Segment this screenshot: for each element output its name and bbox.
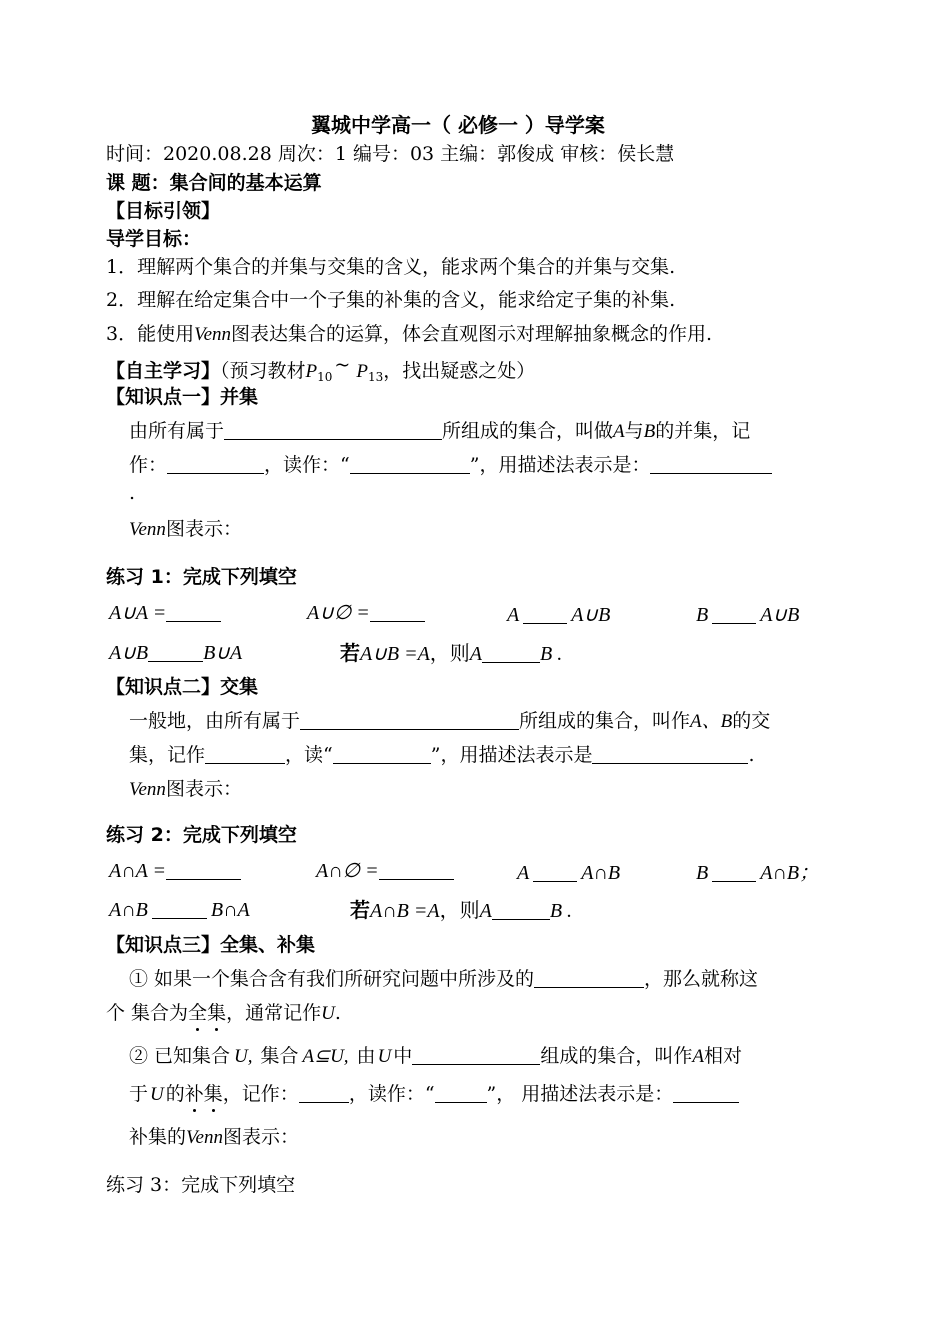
page-ref-tilde: ~ — [334, 354, 351, 376]
kp2-line-2 — [129, 742, 755, 768]
ex2-expression: A — [479, 900, 492, 922]
kp2-venn-text: 图表示： — [165, 778, 242, 800]
kp1-line-1 — [129, 418, 750, 445]
kp3-text: 组成的集合，叫作 — [540, 1045, 693, 1067]
kp3-line-4 — [129, 1081, 739, 1108]
kp3-text: ，通常记作 — [226, 1002, 322, 1024]
kp3-text: ”， 用描述法表示是： — [486, 1083, 674, 1105]
ex2-expression: A∩∅ = — [316, 860, 379, 882]
set-ab: A、B — [690, 711, 733, 732]
blank[interactable] — [492, 901, 550, 920]
kp3-text: 由 — [356, 1045, 376, 1067]
ex1-item-2 — [307, 600, 425, 626]
ex2-item-3 — [517, 860, 620, 886]
ex2-item-4 — [696, 860, 819, 886]
set-u: U — [377, 1046, 392, 1067]
topic-value: 集合间的基本运算 — [169, 172, 322, 194]
venn-term: Venn — [129, 519, 166, 540]
goal-item-3-prefix: 3．能使用 — [106, 323, 195, 345]
ex1-expression: B∪A — [203, 642, 243, 664]
set-u: U, — [234, 1046, 253, 1067]
blank[interactable] — [412, 1046, 540, 1065]
ex2-expression: B∩A — [210, 899, 250, 921]
kp3-text: 的 — [165, 1083, 185, 1105]
topic-line — [106, 170, 322, 196]
ex1-expression: A — [507, 604, 520, 626]
kp1-venn-text: 图表示： — [165, 518, 242, 540]
ex1-item-5 — [109, 640, 242, 666]
meta-line: 时间：2020.08.28 周次：1 编号：03 主编：郭俊成 审核：侯长慧 — [106, 143, 675, 165]
emphasis-char: 全 — [188, 1002, 208, 1024]
kp1-venn-line — [129, 516, 242, 543]
page-title: 翼城中学高一（ 必修一 ）导学案 — [311, 113, 605, 137]
page-ref-end: P — [356, 361, 368, 382]
emphasis-char: 集 — [207, 1002, 227, 1024]
kp3-venn-line — [129, 1124, 299, 1151]
kp3-text: ，那么就称这 — [644, 968, 759, 990]
kp1-line-2 — [129, 452, 772, 478]
exercise-2-title: 练习 2：完成下列填空 — [106, 824, 297, 846]
kp2-venn-line — [129, 776, 242, 803]
venn-term: Venn — [129, 779, 166, 800]
kp3-text: . — [334, 1002, 341, 1024]
blank[interactable] — [650, 455, 772, 474]
kp3-line-3 — [129, 1043, 742, 1070]
kp1-text: 作： — [129, 454, 168, 476]
kp3-text: 相对 — [703, 1045, 742, 1067]
kp1-line-3: . — [129, 482, 136, 504]
goals-heading: 导学目标： — [106, 228, 202, 250]
kp3-line-1 — [129, 966, 758, 992]
subset-expression: A⊆U, — [302, 1046, 349, 1067]
goal-item-2: 2．理解在给定集合中一个子集的补集的含义，能求给定子集的补集. — [106, 289, 676, 311]
ex1-item-6 — [340, 640, 562, 667]
ex1-item-1 — [109, 600, 221, 626]
blank[interactable] — [166, 603, 221, 622]
blank[interactable] — [533, 863, 577, 882]
emphasis-char: 集 — [203, 1083, 223, 1105]
venn-term: Venn — [194, 324, 232, 345]
kp2-text: ，读“ — [285, 744, 333, 766]
kp3-text: ② 已知集合 — [129, 1045, 231, 1067]
venn-term: Venn — [186, 1127, 223, 1148]
page-ref-end-number: 13 — [367, 370, 384, 384]
ex2-expression: A — [517, 862, 530, 884]
kp1-text: 与 — [624, 420, 644, 442]
goal-item-3 — [106, 321, 712, 348]
kp2-text: . — [748, 744, 755, 766]
goal-item-3-suffix: 图表达集合的运算，体会直观图示对理解抽象概念的作用. — [231, 323, 713, 345]
kp1-text: ，读作：“ — [264, 454, 350, 476]
ex1-expression: A — [469, 643, 483, 665]
kp1-text: ”，用描述法表示是： — [469, 454, 651, 476]
ex1-expression: A∪B — [109, 642, 149, 664]
exercise-1-title: 练习 1：完成下列填空 — [106, 566, 297, 588]
kp2-title: 【知识点二】交集 — [106, 676, 259, 698]
ex2-expression: B — [696, 862, 709, 884]
ex1-expression: B . — [540, 643, 563, 665]
kp3-text: 个 集合为 — [106, 1002, 189, 1024]
blank[interactable] — [350, 455, 470, 474]
blank[interactable] — [379, 861, 454, 880]
blank[interactable] — [482, 644, 540, 663]
kp3-text: 集合 — [260, 1045, 299, 1067]
self-study-heading: 【自主学习】 — [106, 360, 221, 382]
kp3-text: 于 — [129, 1083, 149, 1105]
ex2-then: ，则 — [439, 900, 480, 922]
blank[interactable] — [592, 745, 748, 764]
ex1-expression: A∪A = — [109, 602, 167, 624]
ex2-expression: B . — [549, 900, 573, 922]
kp1-title: 【知识点一】并集 — [106, 386, 259, 408]
kp1-text: 所组成的集合，叫做 — [442, 420, 614, 442]
blank[interactable] — [205, 745, 285, 764]
ex2-expression: A∩A = — [109, 860, 167, 882]
ex1-then: ，则 — [429, 643, 470, 665]
set-a: A — [692, 1046, 704, 1067]
self-study-note-suffix: ，找出疑惑之处） — [383, 360, 536, 382]
topic-label: 课 题： — [106, 172, 170, 194]
page-ref-start-number: 10 — [317, 370, 333, 384]
ex1-item-4 — [696, 602, 799, 628]
kp3-text: 中 — [393, 1045, 413, 1067]
page-ref-start: P — [305, 361, 318, 382]
goals-section-heading: 【目标引领】 — [106, 200, 221, 222]
ex2-item-2 — [316, 858, 454, 884]
blank[interactable] — [148, 643, 203, 662]
kp3-venn-text: 图表示： — [222, 1126, 299, 1148]
blank[interactable] — [523, 605, 567, 624]
kp3-text: 补集的 — [129, 1126, 187, 1148]
ex1-expression: A∪B =A — [360, 643, 430, 665]
ex2-item-1 — [109, 858, 241, 884]
blank[interactable] — [534, 969, 644, 988]
kp3-title: 【知识点三】全集、补集 — [106, 934, 316, 956]
kp1-text: 由所有属于 — [129, 420, 225, 442]
self-study-note-prefix: （预习教材 — [220, 360, 306, 382]
ex1-expression: A∪B — [571, 604, 611, 626]
kp3-line-2 — [106, 1000, 341, 1027]
kp2-text: 的交 — [732, 710, 771, 732]
blank[interactable] — [673, 1084, 739, 1103]
kp2-text: ”，用描述法表示是 — [430, 744, 593, 766]
blank[interactable] — [152, 900, 207, 919]
exercise-3-title: 练习 3：完成下列填空 — [106, 1174, 296, 1196]
ex1-expression: A∪B — [760, 604, 800, 626]
kp1-text: 的并集，记 — [655, 420, 751, 442]
kp2-text: 一般地，由所有属于 — [129, 710, 301, 732]
blank[interactable] — [712, 863, 756, 882]
blank[interactable] — [167, 455, 264, 474]
blank[interactable] — [435, 1084, 487, 1103]
ex2-expression: A∩B — [109, 899, 148, 921]
blank[interactable] — [166, 861, 241, 880]
blank[interactable] — [370, 603, 425, 622]
set-b: B — [643, 421, 656, 442]
kp3-text: ，记作： — [222, 1083, 299, 1105]
ex1-if: 若 — [340, 641, 360, 665]
blank[interactable] — [333, 745, 431, 764]
blank[interactable] — [224, 421, 442, 440]
blank[interactable] — [712, 605, 756, 624]
ex2-if: 若 — [350, 898, 370, 922]
blank[interactable] — [299, 1084, 349, 1103]
blank[interactable] — [300, 711, 519, 730]
kp3-text: ，读作：“ — [348, 1083, 435, 1105]
ex1-item-3 — [507, 602, 610, 628]
kp2-text: 所组成的集合，叫作 — [519, 710, 691, 732]
ex2-item-5 — [109, 897, 250, 923]
kp2-line-1 — [129, 708, 770, 735]
ex2-item-6 — [350, 897, 572, 924]
set-u: U — [150, 1084, 164, 1105]
kp2-text: 集，记作 — [129, 744, 206, 766]
ex1-expression: A∪∅ = — [307, 602, 370, 624]
set-a: A — [613, 421, 625, 442]
ex2-expression: A∩B； — [760, 862, 820, 884]
ex1-expression: B — [696, 604, 709, 626]
goal-item-1: 1．理解两个集合的并集与交集的含义，能求两个集合的并集与交集. — [106, 256, 676, 278]
emphasis-char: 补 — [184, 1083, 204, 1105]
ex2-expression: A∩B =A — [370, 900, 440, 922]
ex2-expression: A∩B — [581, 862, 621, 884]
set-u: U — [321, 1003, 335, 1024]
kp3-text: ① 如果一个集合含有我们所研究问题中所涉及的 — [129, 968, 535, 990]
